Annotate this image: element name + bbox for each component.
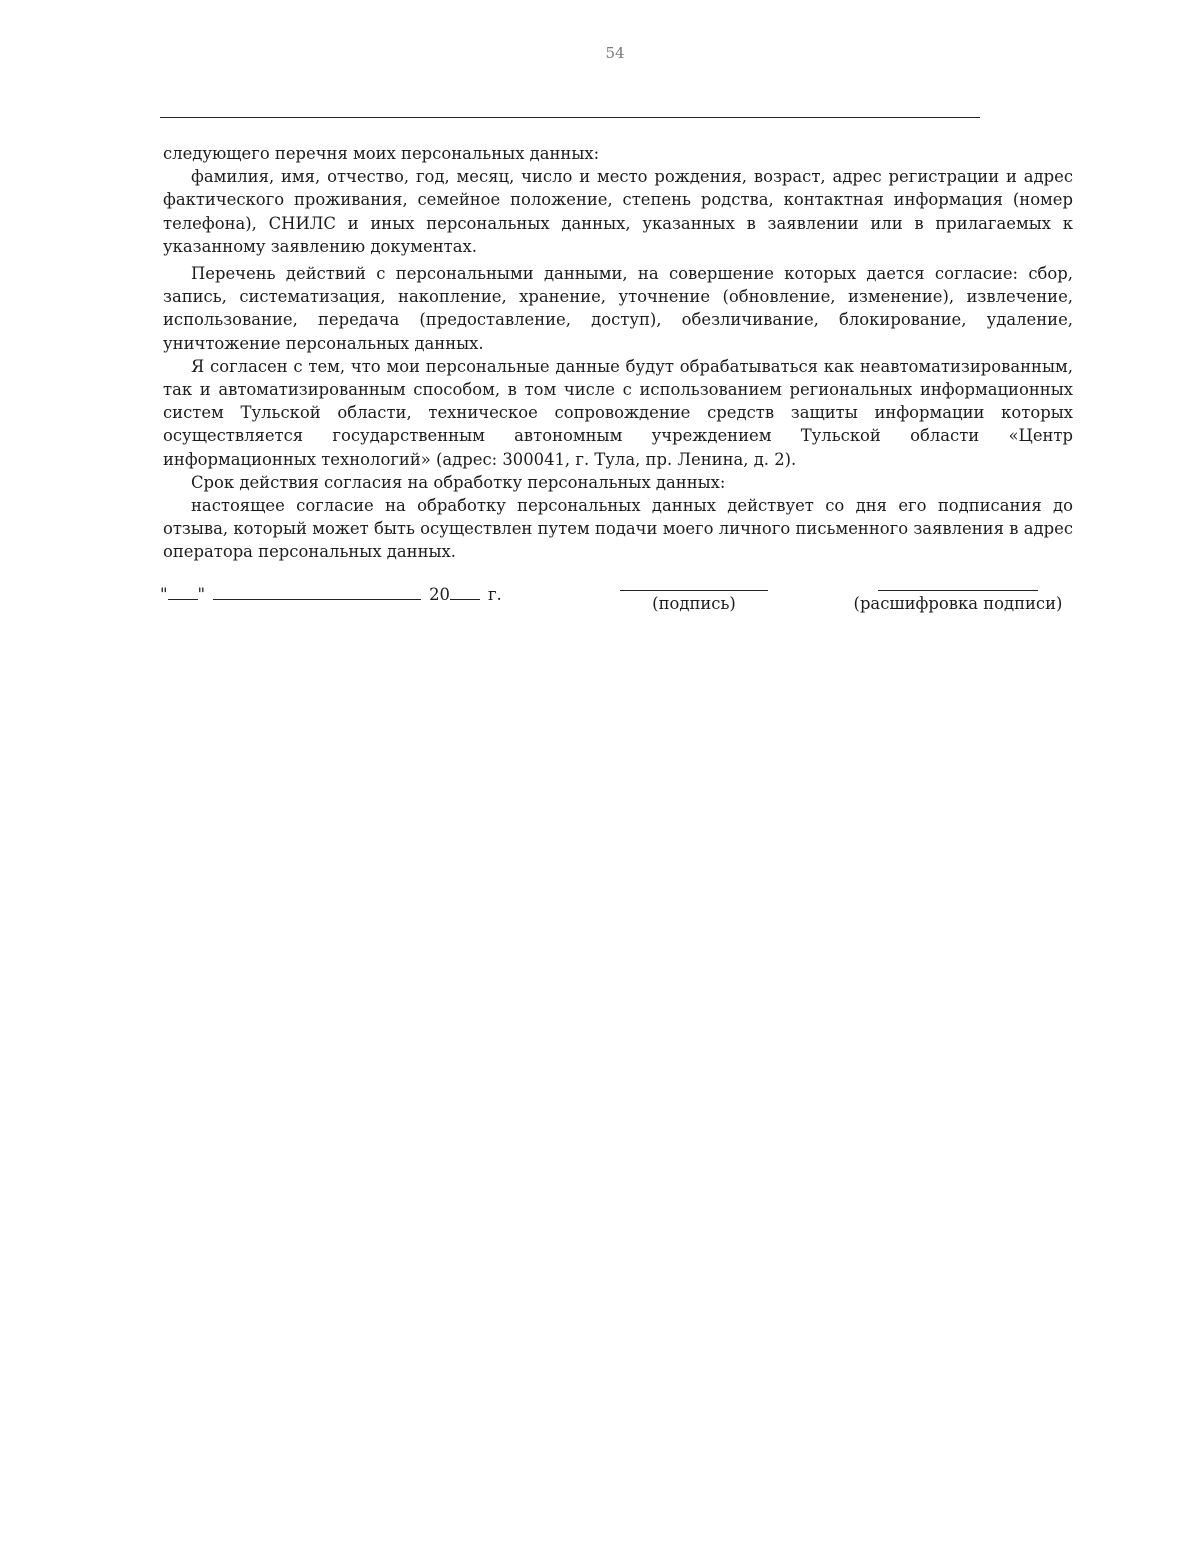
paragraph: настоящее согласие на обработку персональных данных действует со дня его подписания до отзыва, который может быть осуществлен путем подачи моего личного письменного заявления в адрес оператора персональных данных.: [163, 496, 1073, 562]
signature-line: [620, 590, 768, 591]
top-rule: [160, 117, 980, 118]
signature-row: [0, 584, 1200, 624]
year-prefix: 20: [429, 585, 450, 604]
paragraph: Я согласен с тем, что мои персональные данные будут обрабатываться как неавтоматизированным, так и автоматизированным способом, в том числе с использованием региональных информационных систем Тульской области, техническое сопровождение средств защиты информации которых осуществляется государственным автономным учреждением Тульской области «Центр информационных технологий» (адрес: 300041, г. Тула, пр. Ленина, д. 2).: [163, 356, 1073, 469]
close-quote: ": [197, 585, 206, 604]
open-quote: ": [160, 585, 168, 604]
decoding-caption: (расшифровка подписи): [853, 594, 1063, 613]
paragraph: следующего перечня моих персональных данных:: [163, 144, 600, 163]
day-blank: [168, 584, 198, 600]
paragraph: Перечень действий с персональными данными, на совершение которых дается согласие: сбор, запись, систематизация, накопление, хранение, уточнение (обновление, изменение), извлечение, использование, передача (предоставление, доступ), обезличивание, блокирование, удаление, уничтожение персональных данных.: [163, 264, 1073, 353]
month-blank: [213, 584, 421, 600]
paragraph: Срок действия согласия на обработку персональных данных:: [191, 472, 726, 492]
year-blank: [450, 584, 480, 600]
year-suffix: г.: [487, 585, 502, 604]
date-field: [160, 584, 502, 604]
consent-text: [163, 142, 1073, 564]
signature-caption: (подпись): [652, 594, 736, 613]
page-number: 54: [605, 44, 625, 62]
decoding-line: [878, 590, 1038, 591]
paragraph: фамилия, имя, отчество, год, месяц, число и место рождения, возраст, адрес регистрации и адрес фактического проживания, семейное положение, степень родства, контактная информация (номер телефона), СНИЛС и иных персональных данных, указанных в заявлении или в прилагаемых к указанному заявлению документах.: [163, 167, 1073, 256]
